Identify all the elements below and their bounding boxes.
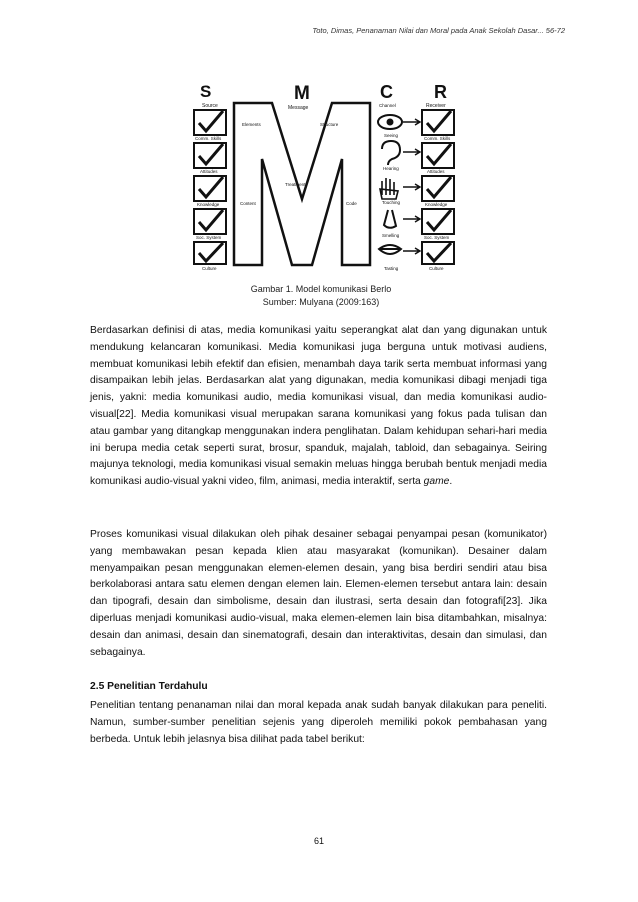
smelling-label: Smelling [382, 233, 400, 238]
content-label: Content [240, 201, 256, 206]
code-label: Code [346, 201, 357, 206]
receiver-column [422, 103, 454, 271]
attitudes-label: Attitudes [200, 169, 218, 174]
berlo-smcr-figure [184, 79, 460, 272]
mouth-icon [379, 245, 401, 254]
figure-caption [180, 283, 462, 309]
paragraph-end: . [449, 476, 453, 488]
comm-skills-label: Comm. Skills [195, 136, 222, 141]
paragraph-media-komunikasi [90, 323, 547, 491]
paragraph-proses-komunikasi: Proses komunikasi visual dilakukan oleh pihak desainer sebagai penyampai pesan (komunikator) yang membawakan pesan kepada klien atau masyarakat (komunikan). Desainer dalam menyampaikan pesan menggunakan elemen-elemen desain, yang bisa berdiri sendiri atau bisa berkolaborasi antara satu elemen dengan elemen lain. Elemen-elemen tersebut antara lain: desain dan tipografi, desain dan simbolisme, desain dan ilustrasi, serta desain dan fotografi[23]. Jika diperluas menjadi komunikasi audio-visual, maka elemen-elemen lain bisa ditambahkan, misalnya: desain dan animasi, desain dan sinematografi, desain dan interaktivitas, desain dan simulasi, dan sebagainya. [90, 529, 547, 658]
message-label: Message [288, 105, 309, 111]
seeing-label: Seeing [384, 133, 399, 138]
knowledge-label: Knowledge [425, 202, 448, 207]
section-heading: 2.5 Penelitian Terdahulu [90, 681, 208, 692]
attitudes-label: Attitudes [427, 169, 445, 174]
letter-c: C [380, 82, 393, 102]
culture-label: Culture [429, 266, 444, 271]
soc-system-label: Soc. System [424, 235, 450, 240]
structure-label: Structure [320, 122, 339, 127]
treatment-label: Treatment [285, 182, 306, 187]
running-header: Toto, Dimas, Penanaman Nilai dan Moral pada Anak Sekolah Dasar... 56-72 [312, 26, 565, 35]
knowledge-label: Knowledge [197, 202, 220, 207]
caption-source: Sumber: Mulyana (2009:163) [262, 297, 380, 307]
hearing-label: Hearing [383, 166, 399, 171]
page-number: 61 [313, 836, 324, 846]
caption-title: Gambar 1. Model komunikasi Berlo [250, 284, 392, 294]
touching-label: Touching [382, 200, 401, 205]
letter-r: R [434, 82, 447, 102]
letter-m: M [294, 83, 310, 104]
paragraph-text: Berdasarkan definisi di atas, media komunikasi yaitu seperangkat alat dan yang digunakan untuk mendukung kelancaran komunikasi. Media komunikasi juga berguna untuk motivasi audiens, membuat komunikasi lebih efektif dan efisien, menambah daya tarik serta membuat informasi yang disampaikan lebih jelas. Berdasarkan alat yang digunakan, media komunikasi dibagi menjadi tiga jenis, yakni: media komunikasi audio, media komunikasi visual, dan media komunikasi audio-visual[22]. Media komunikasi visual merupakan sarana komunikasi yang fokus pada tulisan dan atau gambar yang ditangkap menggunakan indera penglihatan. Dalam kehidupan sehari-hari media ini berupa media cetak seperti surat, brosur, spanduk, majalah, tabloid, dan sebagainya. Seiring majunya teknologi, media komunikasi visual semakin meluas hingga berubah bentuk menjadi media komunikasi audio-visual yakni video, film, animasi, media interaktif, serta [90, 325, 547, 488]
comm-skills-label: Comm. Skills [424, 136, 451, 141]
elements-label: Elements [242, 122, 261, 127]
soc-system-label: Soc. System [196, 235, 222, 240]
italic-term: game [423, 476, 450, 488]
culture-label: Culture [202, 266, 217, 271]
channel-label: Channel [379, 103, 396, 108]
tasting-label: Tasting [384, 266, 399, 271]
source-label: Source [202, 103, 218, 109]
letter-s: S [200, 82, 212, 101]
paragraph-penelitian: Penelitian tentang penanaman nilai dan moral kepada anak sudah banyak dilakukan para peneliti. Namun, sumber-sumber penelitian sejenis yang diperoleh memiliki pokok pembahasan yang berbeda. Untuk lebih jelasnya bisa dilihat pada tabel berikut: [90, 700, 547, 745]
source-column [194, 103, 226, 271]
receiver-label: Receiver [426, 103, 446, 109]
